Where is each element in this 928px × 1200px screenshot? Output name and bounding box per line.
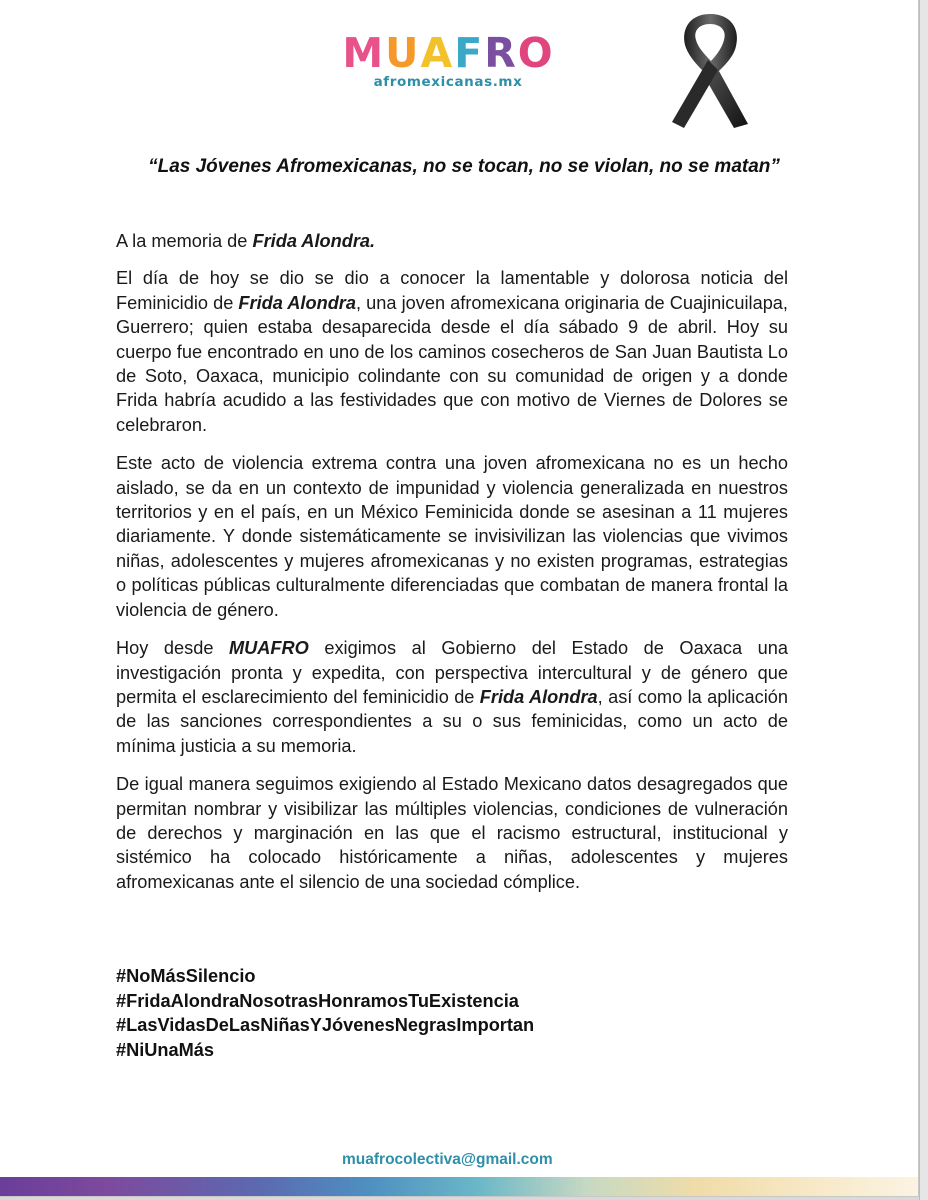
- victim-name: Frida Alondra: [238, 292, 357, 313]
- paragraph-4: De igual manera seguimos exigiendo al Estado Mexicano datos desagregados que permitan nombrar y visibilizar las múltiples violencias, condiciones de vulneración de derechos y marginación en las que el racismo estructural, institucional y sistémico ha colocado históricamente a niñas, adolescentes y mujeres afromexicanas ante el silencio de una sociedad cómplice.: [116, 774, 788, 892]
- logo-letter: U: [385, 29, 420, 77]
- paragraph-3-text-b: exigimos al Gobierno del Estado de Oaxaca una investigación pronta y expedita, con perspectiva intercultural y de género que permita el esclarecimiento del feminicidio de: [116, 638, 788, 707]
- logo-letter: O: [517, 29, 554, 77]
- hashtag: #FridaAlondraNosotrasHonramosTuExistencia: [116, 990, 519, 1011]
- logo-wordmark: [342, 29, 554, 77]
- victim-name: Frida Alondra: [479, 686, 598, 707]
- mourning-ribbon-icon: [668, 10, 752, 130]
- paragraph-3-text-a: Hoy desde: [116, 638, 229, 659]
- logo-letter: R: [484, 29, 517, 77]
- paragraph-1-text-a: El día de hoy se dio se dio a conocer la lamentable y dolorosa noticia del Feminicidio de: [116, 268, 788, 313]
- logo-letter: A: [420, 29, 454, 77]
- logo-letter: M: [342, 29, 385, 77]
- dedication-line: [116, 229, 788, 253]
- hashtag: #NiUnaMás: [116, 1039, 215, 1060]
- dedication-name: Frida Alondra.: [252, 231, 376, 251]
- logo-letter: F: [454, 29, 484, 77]
- contact-email: muafrocolectiva@gmail.com: [342, 1151, 553, 1168]
- paragraph-2: Este acto de violencia extrema contra una joven afromexicana no es un hecho aislado, se da en un contexto de impunidad y violencia generalizada en nuestros territorios y en el país, en un México Feminicida donde se asesinan a 11 mujeres diariamente. Y donde sistemáticamente se invisivilizan las violencias que vivimos niñas, adolescentes y mujeres afromexicanas y no existen programas, estrategias o políticas públicas culturalmente diferenciadas que combatan de manera frontal la violencia de género.: [116, 453, 788, 620]
- footer-gradient-bar: [0, 1177, 918, 1196]
- muafro-logo: [342, 29, 554, 90]
- hashtag: #LasVidasDeLasNiñasYJóvenesNegrasImportan: [116, 1015, 535, 1036]
- paragraph-3: [116, 636, 788, 758]
- paragraph-3-text-c: , así como la aplicación de las sanciones correspondientes a su o sus feminicidas, como un acto de mínima justicia a su memoria.: [116, 686, 788, 756]
- motto-heading: “Las Jóvenes Afromexicanas, no se tocan, no se violan, no se matan”: [148, 156, 780, 177]
- letter-body: [116, 229, 788, 908]
- logo-subtitle: afromexicanas.mx: [373, 74, 523, 90]
- paragraph-1-text-b: , una joven afromexicana originaria de Cuajinicuilapa, Guerrero; quien estaba desaparecida desde el día sábado 9 de abril. Hoy su cuerpo fue encontrado en uno de los caminos cosecheros de San Juan Bautista Lo de Soto, Oaxaca, municipio colindante con su comunidad de origen y a donde Frida habría acudido a las festividades que con motivo de Viernes de Dolores se celebraron.: [116, 292, 788, 435]
- paragraph-1: [116, 266, 788, 437]
- dedication-prefix: A la memoria de: [116, 231, 253, 251]
- hashtag-list: [116, 964, 534, 1062]
- organization-name: MUAFRO: [228, 638, 309, 659]
- hashtag: #NoMásSilencio: [116, 966, 256, 986]
- page-edge: [919, 0, 928, 1200]
